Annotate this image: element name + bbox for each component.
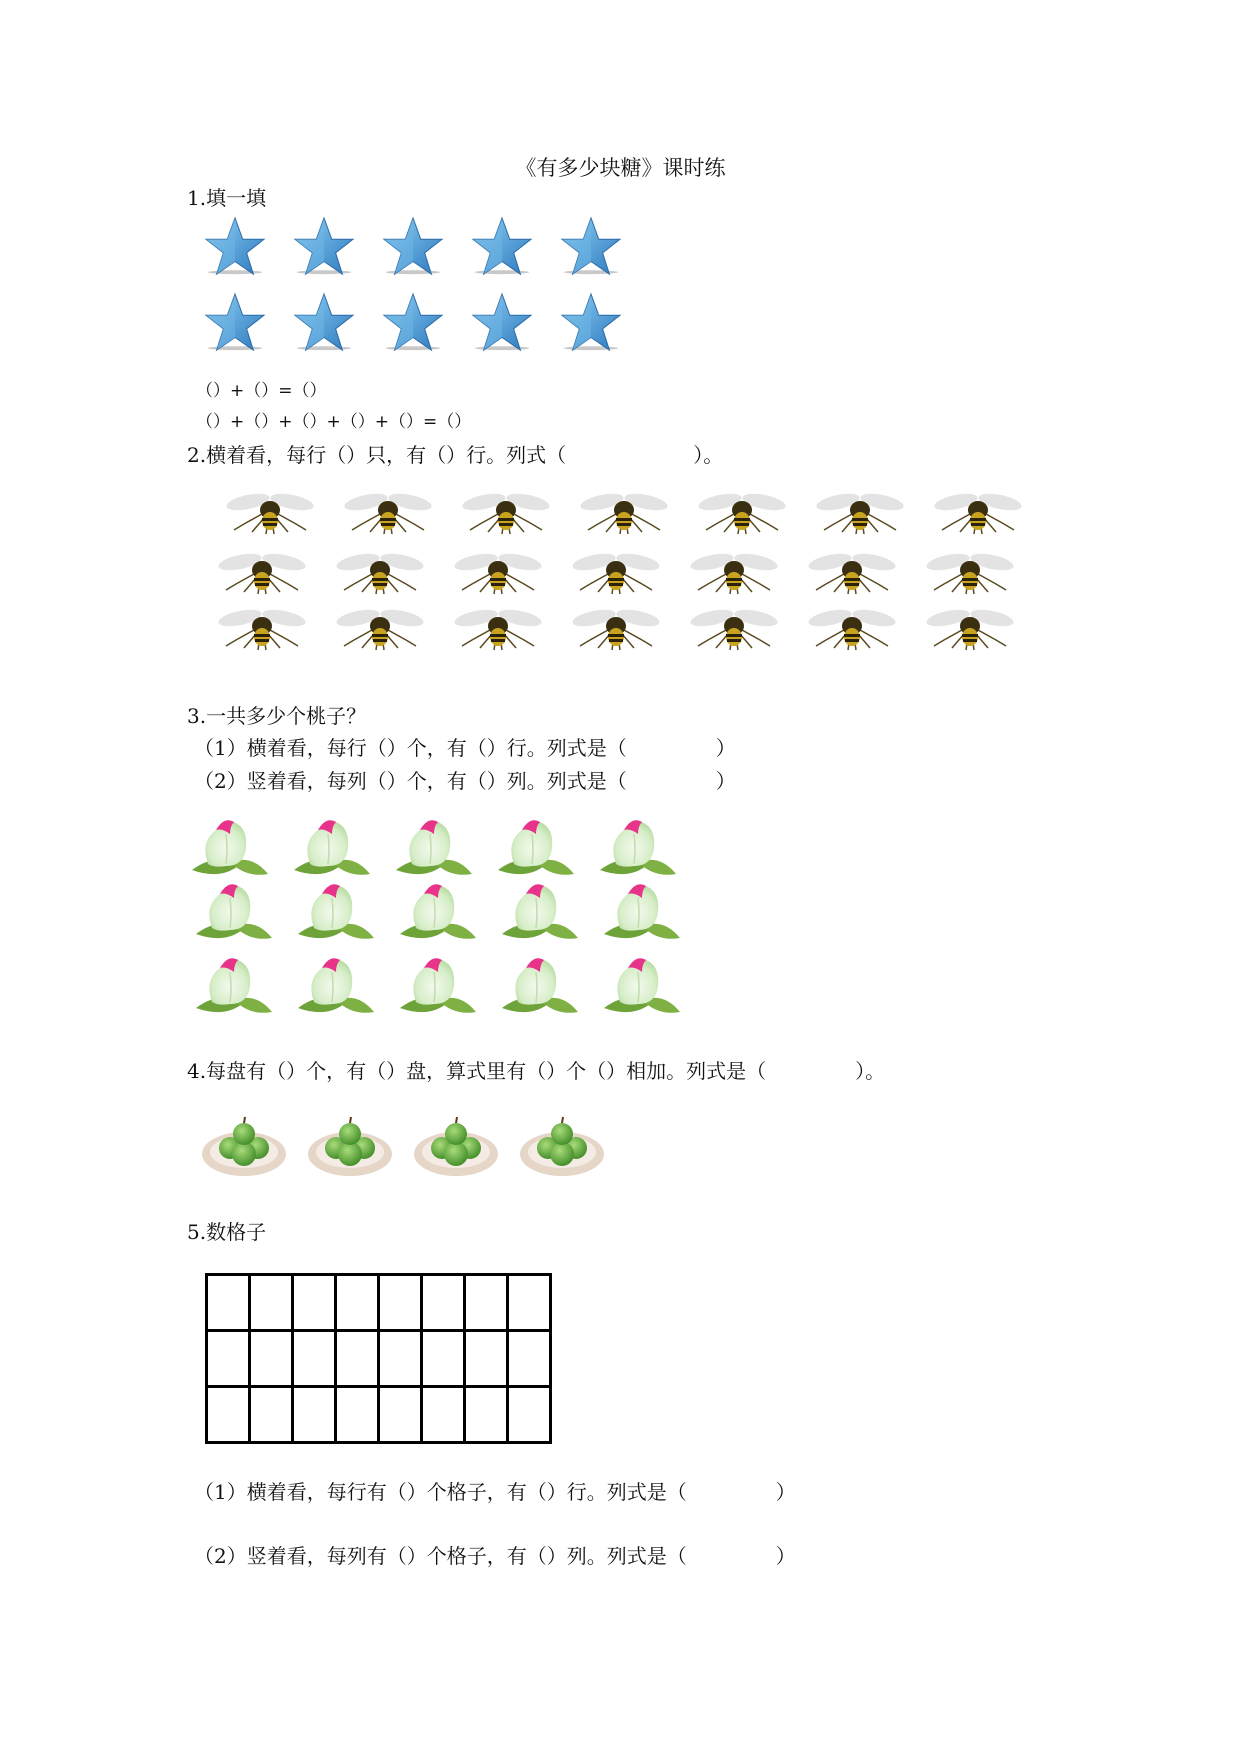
q1-heading: 1.填一填 bbox=[187, 186, 267, 210]
bee-icon bbox=[450, 604, 546, 652]
star-icon bbox=[293, 292, 355, 354]
peach-icon bbox=[190, 946, 276, 1018]
q2-text[interactable]: 2.横着看，每行（）只，有（）行。列式（ ）。 bbox=[187, 443, 724, 467]
grid-cell bbox=[336, 1275, 379, 1331]
peach-row-3 bbox=[190, 946, 684, 1018]
q3-sub-1[interactable]: （1）横着看，每行（）个，有（）行。列式是（ ） bbox=[194, 736, 736, 760]
grid-cell bbox=[465, 1331, 508, 1387]
bee-icon bbox=[222, 488, 318, 536]
peach-icon bbox=[598, 872, 684, 944]
grid-cell bbox=[293, 1387, 336, 1443]
star-icon bbox=[560, 292, 622, 354]
bee-row-1 bbox=[222, 488, 1026, 536]
grid-cell bbox=[379, 1275, 422, 1331]
grid-cell bbox=[508, 1387, 551, 1443]
grid-cell bbox=[508, 1331, 551, 1387]
bee-icon bbox=[332, 548, 428, 596]
grid-cell bbox=[250, 1331, 293, 1387]
peach-icon bbox=[394, 872, 480, 944]
grid-cell bbox=[293, 1331, 336, 1387]
q1-equation-1[interactable]: （）+（）=（） bbox=[196, 381, 327, 401]
apple-plate-icon bbox=[200, 1108, 288, 1180]
bee-icon bbox=[812, 488, 908, 536]
peach-icon bbox=[594, 808, 680, 880]
grid-cell bbox=[422, 1275, 465, 1331]
grid-cell bbox=[336, 1387, 379, 1443]
grid-cell bbox=[465, 1387, 508, 1443]
star-row-1 bbox=[204, 216, 622, 278]
grid-cell bbox=[465, 1275, 508, 1331]
star-icon bbox=[204, 292, 266, 354]
peach-icon bbox=[394, 946, 480, 1018]
peach-icon bbox=[492, 808, 578, 880]
grid-cell bbox=[207, 1275, 250, 1331]
grid-cell bbox=[422, 1331, 465, 1387]
bee-icon bbox=[214, 548, 310, 596]
peach-icon bbox=[292, 872, 378, 944]
star-icon bbox=[293, 216, 355, 278]
star-row-2 bbox=[204, 292, 622, 354]
plate-row bbox=[200, 1108, 606, 1180]
bee-icon bbox=[930, 488, 1026, 536]
peach-icon bbox=[292, 946, 378, 1018]
q4-text[interactable]: 4.每盘有（）个，有（）盘，算式里有（）个（）相加。列式是（ ）。 bbox=[187, 1059, 886, 1083]
grid-cell bbox=[422, 1387, 465, 1443]
bee-icon bbox=[804, 604, 900, 652]
bee-icon bbox=[922, 548, 1018, 596]
grid-cell bbox=[336, 1331, 379, 1387]
star-icon bbox=[560, 216, 622, 278]
bee-icon bbox=[458, 488, 554, 536]
grid-cell bbox=[379, 1387, 422, 1443]
bee-icon bbox=[922, 604, 1018, 652]
bee-icon bbox=[804, 548, 900, 596]
apple-plate-icon bbox=[518, 1108, 606, 1180]
bee-icon bbox=[450, 548, 546, 596]
bee-icon bbox=[214, 604, 310, 652]
grid-cell bbox=[250, 1275, 293, 1331]
peach-icon bbox=[190, 872, 276, 944]
bee-icon bbox=[340, 488, 436, 536]
bee-icon bbox=[686, 604, 782, 652]
peach-row-2 bbox=[190, 872, 684, 944]
apple-plate-icon bbox=[412, 1108, 500, 1180]
bee-row-2 bbox=[214, 548, 1018, 596]
peach-icon bbox=[390, 808, 476, 880]
bee-icon bbox=[686, 548, 782, 596]
q5-sub-1[interactable]: （1）横着看，每行有（）个格子，有（）行。列式是（ ） bbox=[194, 1480, 796, 1504]
bee-icon bbox=[568, 604, 664, 652]
peach-icon bbox=[598, 946, 684, 1018]
apple-plate-icon bbox=[306, 1108, 394, 1180]
peach-icon bbox=[496, 872, 582, 944]
peach-icon bbox=[496, 946, 582, 1018]
bee-icon bbox=[332, 604, 428, 652]
bee-icon bbox=[576, 488, 672, 536]
bee-row-3 bbox=[214, 604, 1018, 652]
bee-icon bbox=[568, 548, 664, 596]
star-icon bbox=[471, 292, 533, 354]
grid-cell bbox=[250, 1387, 293, 1443]
q3-heading: 3.一共多少个桃子？ bbox=[187, 704, 367, 728]
bee-icon bbox=[694, 488, 790, 536]
grid-cell bbox=[207, 1331, 250, 1387]
star-icon bbox=[204, 216, 266, 278]
q1-equation-2[interactable]: （）+（）+（）+（）+（）=（） bbox=[196, 412, 472, 432]
count-grid bbox=[205, 1273, 552, 1444]
q3-sub-2[interactable]: （2）竖着看，每列（）个，有（）列。列式是（ ） bbox=[194, 769, 736, 793]
star-icon bbox=[471, 216, 533, 278]
peach-icon bbox=[288, 808, 374, 880]
star-icon bbox=[382, 292, 444, 354]
page-title: 《有多少块糖》课时练 bbox=[515, 156, 726, 180]
grid-cell bbox=[508, 1275, 551, 1331]
peach-icon bbox=[186, 808, 272, 880]
q5-heading: 5.数格子 bbox=[187, 1220, 267, 1244]
grid-cell bbox=[293, 1275, 336, 1331]
star-icon bbox=[382, 216, 444, 278]
peach-row-1 bbox=[186, 808, 680, 880]
grid-cell bbox=[207, 1387, 250, 1443]
grid-cell bbox=[379, 1331, 422, 1387]
q5-sub-2[interactable]: （2）竖着看，每列有（）个格子，有（）列。列式是（ ） bbox=[194, 1544, 796, 1568]
